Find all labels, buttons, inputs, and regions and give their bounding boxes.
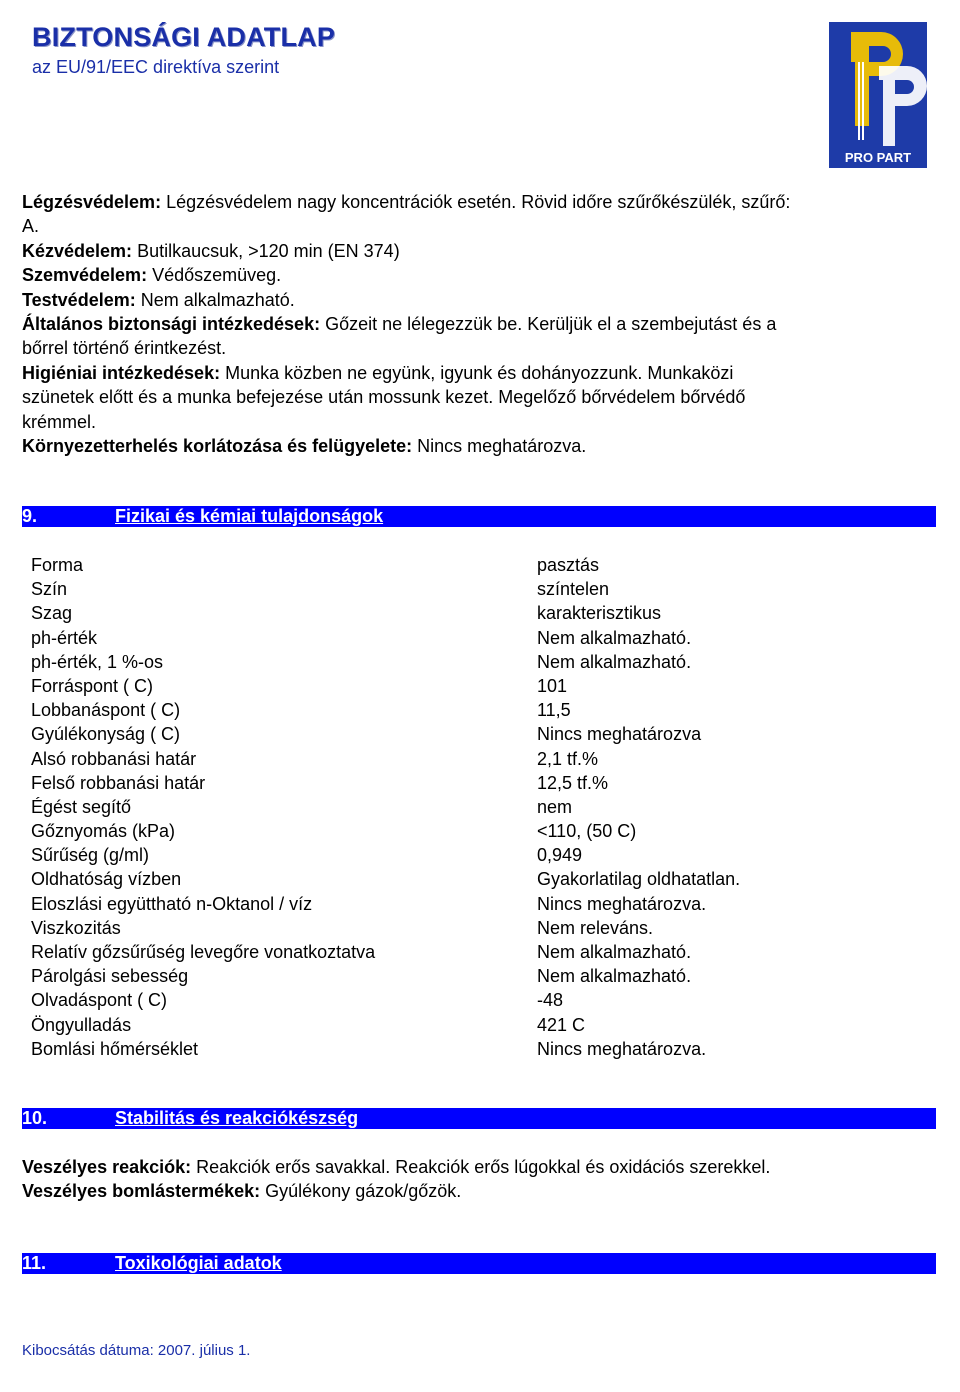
- property-value: 11,5: [537, 700, 571, 721]
- property-name: Bomlási hőmérséklet: [31, 1038, 199, 1059]
- section-10-body: [22, 1155, 932, 1204]
- environment-line: [22, 434, 922, 458]
- property-value: Nem releváns.: [537, 917, 654, 938]
- property-name: Párolgási sebesség: [31, 966, 189, 987]
- logo-text: PRO PART: [844, 150, 912, 165]
- property-name: Viszkozitás: [31, 917, 121, 938]
- respiratory-line-2: A.: [22, 216, 40, 237]
- property-row: [31, 698, 911, 722]
- properties-list: [31, 553, 911, 1061]
- section-9-title: Fizikai és kémiai tulajdonságok: [115, 506, 384, 526]
- property-name: Öngyulladás: [31, 1014, 132, 1035]
- property-row: [31, 577, 911, 601]
- property-value: pasztás: [537, 555, 600, 575]
- section-10-header: [22, 1108, 936, 1129]
- hygiene-line-3: krémmel.: [22, 411, 97, 432]
- property-value: nem: [537, 796, 573, 817]
- property-value: -48: [537, 990, 564, 1011]
- body-label: Testvédelem:: [22, 289, 136, 310]
- property-row: [31, 747, 911, 771]
- property-value: karakterisztikus: [537, 603, 662, 624]
- property-row: [31, 553, 911, 577]
- property-name: Olvadáspont ( C): [31, 990, 168, 1011]
- property-row: [31, 1013, 911, 1037]
- property-name: Szag: [31, 603, 73, 624]
- general-text: Gőzeit ne lélegezzük be. Kerüljük el a szembejutást és a: [320, 314, 777, 335]
- reactions-text: Reakciók erős savakkal. Reakciók erős lúgokkal és oxidációs szerekkel.: [191, 1157, 771, 1177]
- decomposition-text: Gyúlékony gázok/gőzök.: [260, 1181, 462, 1202]
- section-9-number: 9.: [22, 506, 38, 526]
- reactions-line: [22, 1155, 932, 1179]
- property-value: <110, (50 C): [537, 821, 637, 842]
- property-value: 0,949: [537, 845, 583, 866]
- section-9-header: [22, 506, 936, 527]
- property-row: [31, 722, 911, 746]
- property-value: Nem alkalmazható.: [537, 966, 692, 987]
- hygiene-label: Higiéniai intézkedések:: [22, 362, 221, 383]
- property-row: [31, 964, 911, 988]
- property-name: ph-érték, 1 %-os: [31, 651, 164, 672]
- hand-text: Butilkaucsuk, >120 min (EN 374): [132, 240, 400, 261]
- property-value: Nem alkalmazható.: [537, 651, 692, 672]
- property-row: [31, 940, 911, 964]
- hygiene-line: [22, 361, 922, 385]
- respiratory-label: Légzésvédelem:: [22, 192, 162, 212]
- eye-text: Védőszemüveg.: [147, 265, 282, 286]
- property-value: Nincs meghatározva.: [537, 893, 707, 914]
- body-line: [22, 288, 922, 312]
- property-value: 12,5 tf.%: [537, 772, 609, 793]
- property-row: [31, 988, 911, 1012]
- property-name: Relatív gőzsűrűség levegőre vonatkoztatva: [31, 942, 376, 962]
- hand-label: Kézvédelem:: [22, 240, 133, 261]
- respiratory-line: [22, 190, 922, 214]
- property-value: 2,1 tf.%: [537, 748, 599, 769]
- property-row: [31, 601, 911, 625]
- property-name: Gyúlékonyság ( C): [31, 724, 181, 745]
- document-header: [0, 0, 960, 175]
- section-11-number: 11.: [22, 1253, 47, 1273]
- property-name: Égést segítő: [31, 796, 132, 817]
- property-name: Eloszlási együttható n-Oktanol / víz: [31, 893, 313, 914]
- property-row: [31, 771, 911, 795]
- property-row: [31, 843, 911, 867]
- reactions-label: Veszélyes reakciók:: [22, 1157, 192, 1177]
- document-subtitle: az EU/91/EEC direktíva szerint: [32, 57, 280, 77]
- hygiene-line-2: szünetek előtt és a munka befejezése után mossunk kezet. Megelőző bőrvédelem bőrvédő: [22, 387, 746, 408]
- property-name: Forráspont ( C): [31, 675, 154, 696]
- general-line: [22, 312, 922, 336]
- property-name: Felső robbanási határ: [31, 772, 206, 793]
- section-11-title: Toxikológiai adatok: [115, 1253, 282, 1273]
- property-row: [31, 1037, 911, 1061]
- property-row: [31, 650, 911, 674]
- property-value: Nincs meghatározva.: [537, 1038, 707, 1059]
- general-line-2: bőrrel történő érintkezést.: [22, 338, 227, 359]
- property-name: Szín: [31, 579, 68, 600]
- property-value: Nem alkalmazható.: [537, 942, 692, 962]
- section-10-title: Stabilitás és reakciókészség: [115, 1108, 359, 1128]
- section-11-header: [22, 1253, 936, 1274]
- decomposition-line: [22, 1179, 932, 1203]
- property-row: [31, 892, 911, 916]
- property-name: Oldhatóság vízben: [31, 869, 182, 890]
- decomposition-label: Veszélyes bomlástermékek:: [22, 1181, 261, 1202]
- property-row: [31, 819, 911, 843]
- property-row: [31, 795, 911, 819]
- property-name: Lobbanáspont ( C): [31, 700, 181, 721]
- property-row: [31, 916, 911, 940]
- eye-line: [22, 263, 922, 287]
- environment-label: Környezetterhelés korlátozása és felügyelete:: [22, 436, 413, 457]
- respiratory-text: Légzésvédelem nagy koncentrációk esetén. Rövid időre szűrőkészülék, szűrő:: [161, 192, 791, 212]
- property-name: Forma: [31, 555, 84, 575]
- hygiene-text: Munka közben ne együnk, igyunk és dohányozzunk. Munkaközi: [220, 362, 734, 383]
- property-name: Alsó robbanási határ: [31, 748, 197, 769]
- issue-date: Kibocsátás dátuma: 2007. július 1.: [22, 1342, 251, 1359]
- property-row: [31, 626, 911, 650]
- hand-line: [22, 239, 922, 263]
- document-title: BIZTONSÁGI ADATLAP: [32, 22, 336, 52]
- property-value: 101: [537, 675, 568, 696]
- general-label: Általános biztonsági intézkedések:: [22, 314, 321, 335]
- section-10-number: 10.: [22, 1108, 48, 1128]
- property-value: színtelen: [537, 579, 610, 600]
- eye-label: Szemvédelem:: [22, 265, 148, 286]
- property-name: ph-érték: [31, 627, 98, 648]
- property-name: Sűrűség (g/ml): [31, 845, 150, 866]
- protection-section: [22, 190, 922, 458]
- pro-part-logo: [829, 22, 927, 168]
- property-row: [31, 674, 911, 698]
- body-text: Nem alkalmazható.: [135, 289, 295, 310]
- property-name: Gőznyomás (kPa): [31, 821, 176, 842]
- property-value: Gyakorlatilag oldhatatlan.: [537, 869, 741, 890]
- property-value: Nem alkalmazható.: [537, 627, 692, 648]
- environment-text: Nincs meghatározva.: [412, 436, 587, 457]
- property-value: 421 C: [537, 1014, 586, 1035]
- property-row: [31, 867, 911, 891]
- property-value: Nincs meghatározva: [537, 724, 702, 745]
